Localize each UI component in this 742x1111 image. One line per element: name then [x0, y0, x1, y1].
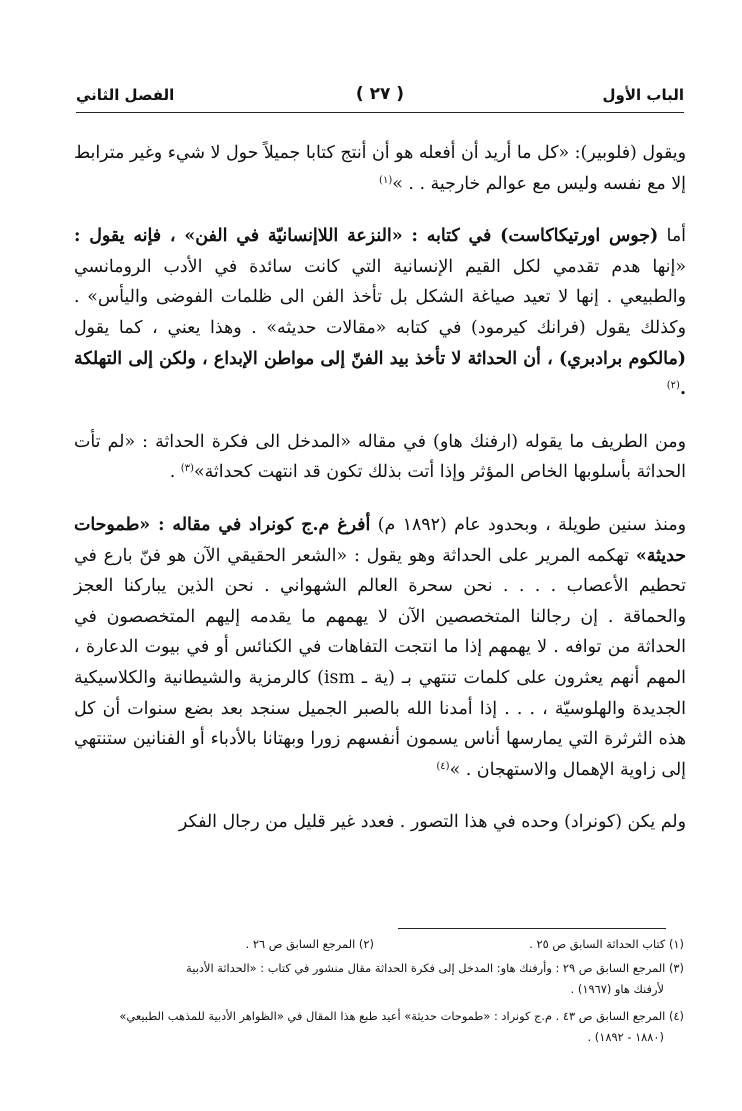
- bold-quote: (مالكوم برادبري) ، أن الحداثة لا تأخذ بيد الفنّ إلى مواطن الإبداع ، ولكن إلى التهلكة .: [74, 348, 686, 400]
- main-text: [74, 138, 686, 860]
- chapter-title: الباب الأول: [602, 86, 684, 104]
- section-title: الفصل الثاني: [76, 86, 175, 104]
- paragraph-closing: ولم يكن (كونراد) وحده في هذا التصور . فعدد غير قليل من رجال الفكر: [178, 812, 686, 833]
- footnote-ref-2: (٢): [666, 380, 680, 392]
- paragraph-conrad: ومنذ سنين طويلة ، وبحدود عام (١٨٩٢ م) أفرغ م.ج كونراد في مقاله : «طموحات حديثة» تهكمه المرير على الحداثة وهو يقول : «الشعر الحقيقي الآن هو فنّ بارع في تحطيم الأعصاب . . . . نحن سحرة العالم الشهواني . نحن الذين يباركنا العجز والحماقة . إن رجالنا المتخصصين الآن لا يهمهم ما يقدمه إليهم المتخصصون في الحداثة من توافه . لا يهمهم إذا ما انتجت التفاهات في الكنائس أو في بيوت الدعارة ، المهم أنهم يعثرون على كلمات تنتهي بـ (ية ـ ism) كالرمزية والشيطانية والكلاسيكية الجديدة والهلوسيّة ، . . . إذا أمدنا الله بالصبر الجميل سنجد بعد بضع سنوات أن كل هذه الثرثرة التي يمارسها أناس يسمون أنفسهم زورا وبهتانا بالأدباء أو الفنانين ستنتهي إلى زاوية الإهمال والاستهجان . »$^{(٤)}$: [74, 514, 687, 780]
- paragraph-ortega: أما (جوس اورتيكاكاست) في كتابه : «النزعة اللاإنسانيّة في الفن» ، فإنه يقول : «إنها هدم تقدمي لكل القيم الإنسانية التي كانت سائدة في الأدب الرومانسي والطبيعي . إنها لا تعيد صياغة الشكل بل تأخذ الفن الى ظلمات الفوضى واليأس» . وكذلك يقول (فرانك كيرمود) في كتابه «مقالات حديثه» . وهذا يعني ، كما يقول (مالكوم برادبري) ، أن الحداثة لا تأخذ بيد الفنّ إلى مواطن الإبداع ، ولكن إلى التهلكة .$^{(٢)}$: [74, 226, 686, 400]
- paragraph-howe: ومن الطريف ما يقوله (ارفنك هاو) في مقاله «المدخل الى فكرة الحداثة : «لم تأت الحداثة بأسلوبها الخاص المؤثر وإذا أتت بذلك تكون قد انتهت كحداثة»$^{(٣)}$ .: [74, 431, 686, 483]
- footnote-ref-4: (٤): [436, 760, 450, 772]
- running-header: [76, 80, 684, 113]
- footnotes: [76, 934, 684, 1054]
- paragraph-flaubert: ويقول (فلوبير): «كل ما أريد أن أفعله هو أن أنتج كتابا جميلاً حول لا شيء وغير مترابط إلا مع نفسه وليس مع عوالم خارجية . . »$^{(١)}$: [74, 143, 686, 194]
- footnote-divider: [398, 928, 666, 929]
- footnote-4: (٤) المرجع السابق ص ٤٣ . م.ج كونراد : «طموحات حديثة» أعيد طبع هذا المقال في «الظواهر الأدبية للمذهب الطبيعي» (١٨٨٠ - ١٨٩٢) .: [119, 1009, 684, 1044]
- footnote-ref-3: (٣): [180, 463, 194, 475]
- page-number: ( ٢٧ ): [355, 84, 405, 104]
- footnote-row: [76, 934, 684, 955]
- footnote-1: (١) كتاب الحداثة السابق ص ٢٥ .: [529, 937, 684, 951]
- author-name: (جوس اورتيكاكاست) في كتابه : «النزعة اللاإنسانيّة في الفن» ، فإنه يقول :: [74, 226, 659, 247]
- footnote-2: (٢) المرجع السابق ص ٢٦ .: [245, 937, 374, 951]
- footnote-ref-1: (١): [379, 174, 393, 186]
- footnote-3: (٣) المرجع السابق ص ٢٩ : وأرفنك هاو: المدخل إلى فكرة الحداثة مقال منشور في كتاب : «الحداثة الأدبية لأرفنك هاو (١٩٦٧) .: [186, 961, 684, 996]
- author-name-conrad: أفرغ م.ج كونراد في مقاله : «طموحات حديثة»: [74, 514, 686, 566]
